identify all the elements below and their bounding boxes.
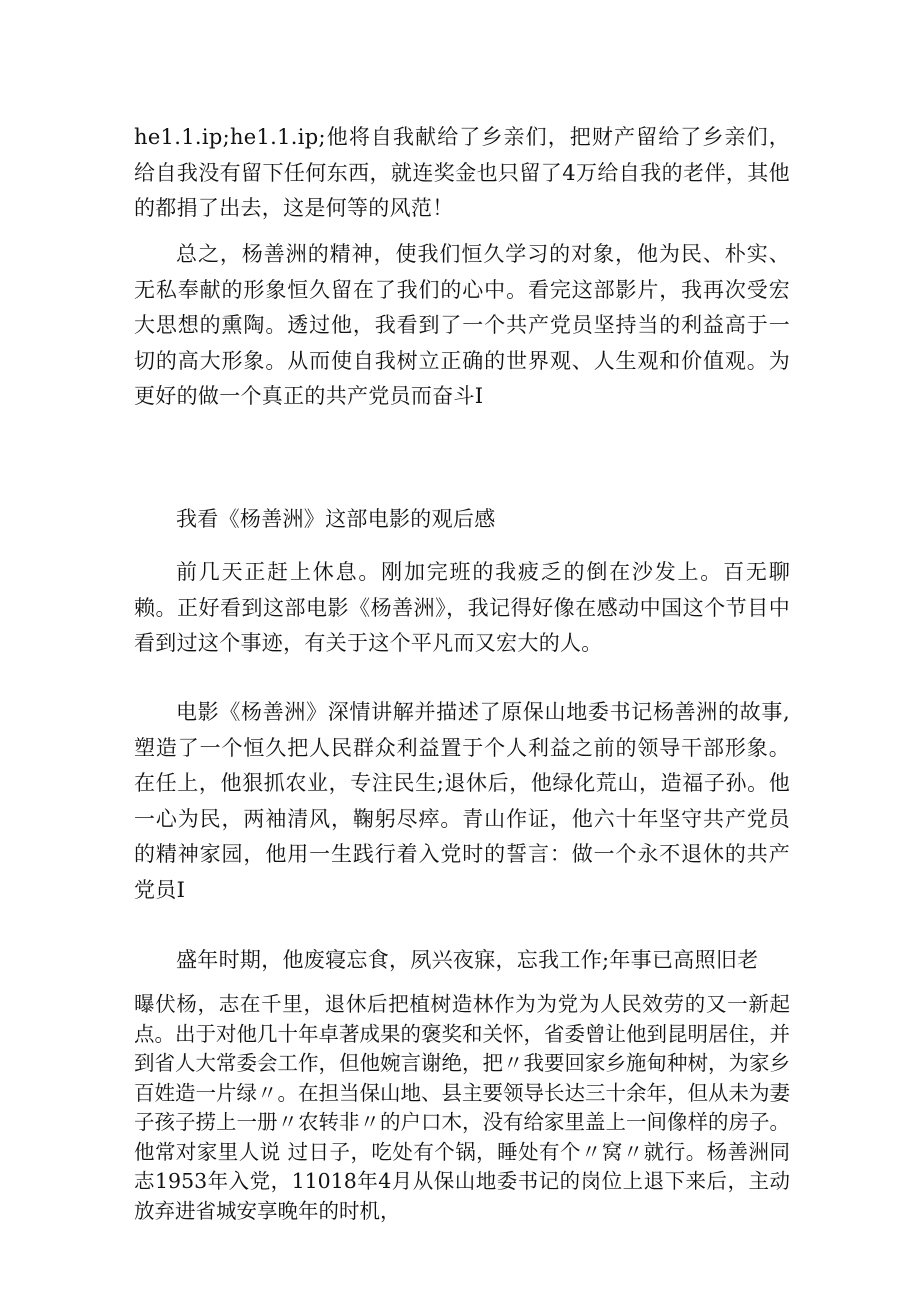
paragraph-4: 前几天正赶上休息。刚加完班的我疲乏的倒在沙发上。百无聊赖。正好看到这部电影《杨善洲》，我记得好像在感动中国这个节目中看到过这个事迹，有关于这个平凡而又宏大的人。 — [134, 560, 790, 655]
paragraph-2: 总之，杨善洲的精神，使我们恒久学习的对象，他为民、朴实、无私奉献的形象恒久留在了我们的心中。看完这部影片，我再次受宏大思想的熏陶。透过他，我看到了一个共产党员坚持当的利益高于一切的高大形象。从而使自我树立正确的世界观、人生观和价值观。为更好的做一个真正的共产党员而奋斗I — [134, 242, 790, 408]
paragraph-7: 曝伏杨，志在千里，退休后把植树造林作为为党为人民效劳的又一新起点。出于对他几十年卓著成果的褒奖和关怀，省委曾让他到昆明居住，并到省人大常委会工作，但他婉言谢绝，把〃我要回家乡施甸种树，为家乡百姓造一片绿〃。在担当保山地、县主要领导长达三十余年，但从未为妻子孩子捞上一册〃农转非〃的户口木，没有给家里盖上一间像样的房子。他常对家里人说 过日子，吃处有个锅，睡处有个〃窝〃就行。杨善洲同志1953年入党，11018年4月从保山地委书记的岗位上退下来后，主动放弃进省城安享晚年的时机， — [134, 992, 790, 1223]
paragraph-6: 盛年时期，他废寝忘食，夙兴夜寐，忘我工作;年事已高照旧老 — [176, 948, 759, 972]
paragraph-1: he1.1.ip;he1.1.ip;他将自我献给了乡亲们，把财产留给了乡亲们，给自我没有留下任何东西，就连奖金也只留了4万给自我的老伴，其他的都捐了出去，这是何等的风范！ — [134, 125, 790, 220]
paragraph-5: 电影《杨善洲》深情讲解并描述了原保山地委书记杨善洲的故事,塑造了一个恒久把人民群众利益置于个人利益之前的领导干部形象。在任上，他狠抓农业，专注民生;退休后，他绿化荒山，造福子孙。他一心为民，两袖清风，鞠躬尽瘁。青山作证，他六十年坚守共产党员的精神家园，他用一生践行着入党时的誓言：做一个永不退休的共产党员I — [134, 700, 790, 902]
section-heading: 我看《杨善洲》这部电影的观后感 — [176, 507, 496, 531]
